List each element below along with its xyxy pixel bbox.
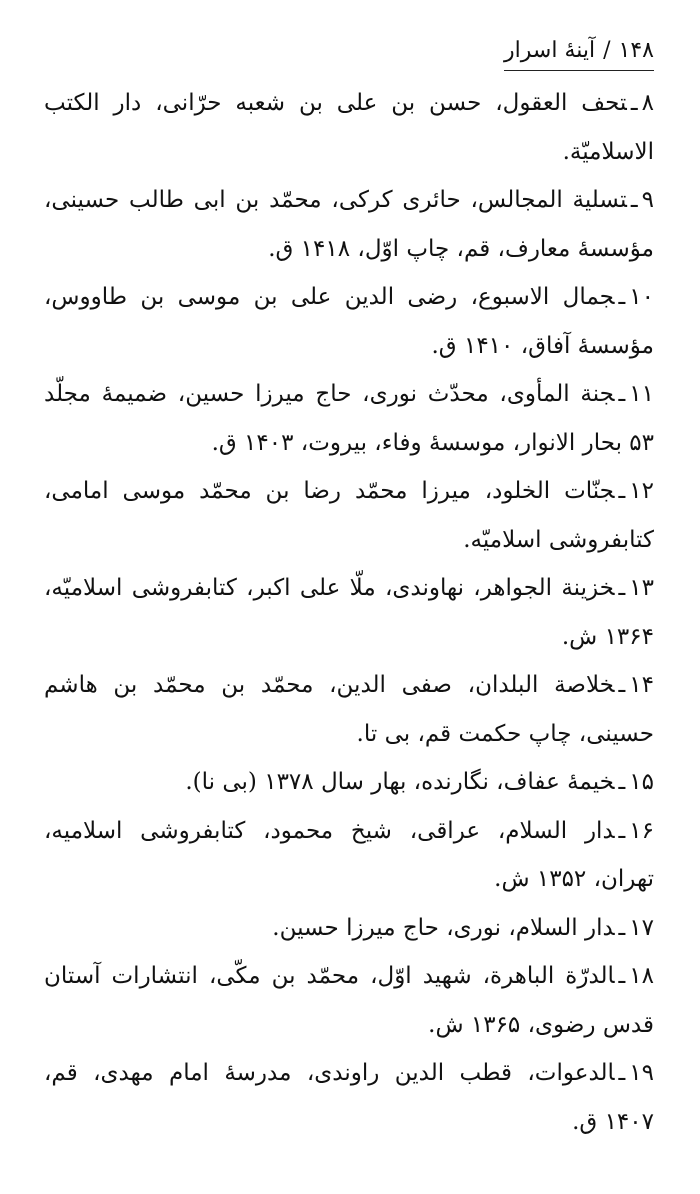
book-title: آینهٔ اسرار	[504, 38, 596, 63]
page-number: ۱۴۸	[618, 38, 654, 63]
bibliography-list	[44, 79, 654, 1146]
bibliography-entry	[44, 904, 654, 953]
header-separator: /	[603, 38, 611, 63]
bibliography-entry	[44, 807, 654, 904]
entry-number: ۱۰	[629, 284, 654, 310]
entry-text: الدعوات، قطب الدين راوندى، مدرسهٔ امام مهدى، قم، ۱۴۰۷ ق.	[44, 1060, 654, 1135]
entry-dash: ـ	[618, 478, 626, 504]
entry-number: ۸	[641, 90, 654, 116]
entry-dash: ـ	[618, 1060, 626, 1086]
entry-dash: ـ	[618, 817, 626, 844]
entry-dash: ـ	[618, 914, 626, 941]
entry-dash: ـ	[630, 90, 638, 116]
entry-text: خلاصة البلدان، صفى الدين، محمّد بن محمّد بن هاشم حسينى، چاپ حكمت قم، بى تا.	[44, 672, 654, 747]
entry-number: ۱۵	[629, 769, 654, 795]
entry-text: دار السلام، عراقى، شيخ محمود، كتابفروشى اسلاميه، تهران، ۱۳۵۲ ش.	[44, 817, 654, 892]
bibliography-entry	[44, 370, 654, 467]
entry-dash: ـ	[630, 187, 638, 213]
entry-text: تسلية المجالس، حائرى كركى، محمّد بن ابى طالب حسينى، مؤسسهٔ معارف، قم، چاپ اوّل، ۱۴۱۸ ق.	[44, 187, 654, 262]
bibliography-entry	[44, 273, 654, 370]
entry-number: ۹	[641, 187, 654, 213]
entry-number: ۱۳	[629, 575, 654, 601]
entry-number: ۱۴	[629, 672, 654, 698]
entry-text: خيمهٔ عفاف، نگارنده، بهار سال ۱۳۷۸ (بى نا).	[185, 769, 615, 795]
entry-dash: ـ	[618, 769, 626, 795]
entry-text: جمال الاسبوع، رضى الدين على بن موسى بن طاووس، مؤسسهٔ آفاق، ۱۴۱۰ ق.	[44, 284, 654, 359]
entry-dash: ـ	[618, 575, 626, 601]
entry-text: جنة المأوى، محدّث نورى، حاج ميرزا حسين، ضميمهٔ مجلّد ۵۳ بحار الانوار، موسسهٔ وفاء، بيروت، ۱۴۰۳ ق.	[44, 381, 654, 456]
bibliography-entry	[44, 176, 654, 273]
entry-text: الدرّة الباهرة، شهيد اوّل، محمّد بن مكّى، انتشارات آستان قدس رضوى، ۱۳۶۵ ش.	[44, 963, 654, 1038]
entry-dash: ـ	[618, 672, 626, 698]
running-header-text	[504, 36, 654, 71]
entry-number: ۱۶	[629, 817, 654, 844]
bibliography-entry	[44, 758, 654, 807]
entry-dash: ـ	[618, 963, 626, 989]
bibliography-entry	[44, 952, 654, 1049]
bibliography-entry	[44, 564, 654, 661]
entry-text: جنّات الخلود، ميرزا محمّد رضا بن محمّد موسى امامى، كتابفروشى اسلاميّه.	[44, 478, 654, 553]
bibliography-entry	[44, 661, 654, 758]
entry-number: ۱۹	[629, 1060, 654, 1086]
entry-number: ۱۱	[629, 381, 654, 407]
entry-text: خزينة الجواهر، نهاوندى، ملّا على اكبر، كتابفروشى اسلاميّه، ۱۳۶۴ ش.	[44, 575, 654, 650]
entry-dash: ـ	[618, 381, 626, 407]
bibliography-entry	[44, 467, 654, 564]
bibliography-entry	[44, 1049, 654, 1146]
running-header	[44, 36, 654, 71]
entry-text: دار السلام، نورى، حاج ميرزا حسين.	[272, 914, 615, 941]
entry-dash: ـ	[618, 284, 626, 310]
entry-number: ۱۸	[629, 963, 654, 989]
entry-text: تحف العقول، حسن بن على بن شعبه حرّانى، دار الكتب الاسلاميّة.	[44, 90, 654, 165]
entry-number: ۱۷	[629, 914, 654, 941]
bibliography-entry	[44, 79, 654, 176]
entry-number: ۱۲	[629, 478, 654, 504]
